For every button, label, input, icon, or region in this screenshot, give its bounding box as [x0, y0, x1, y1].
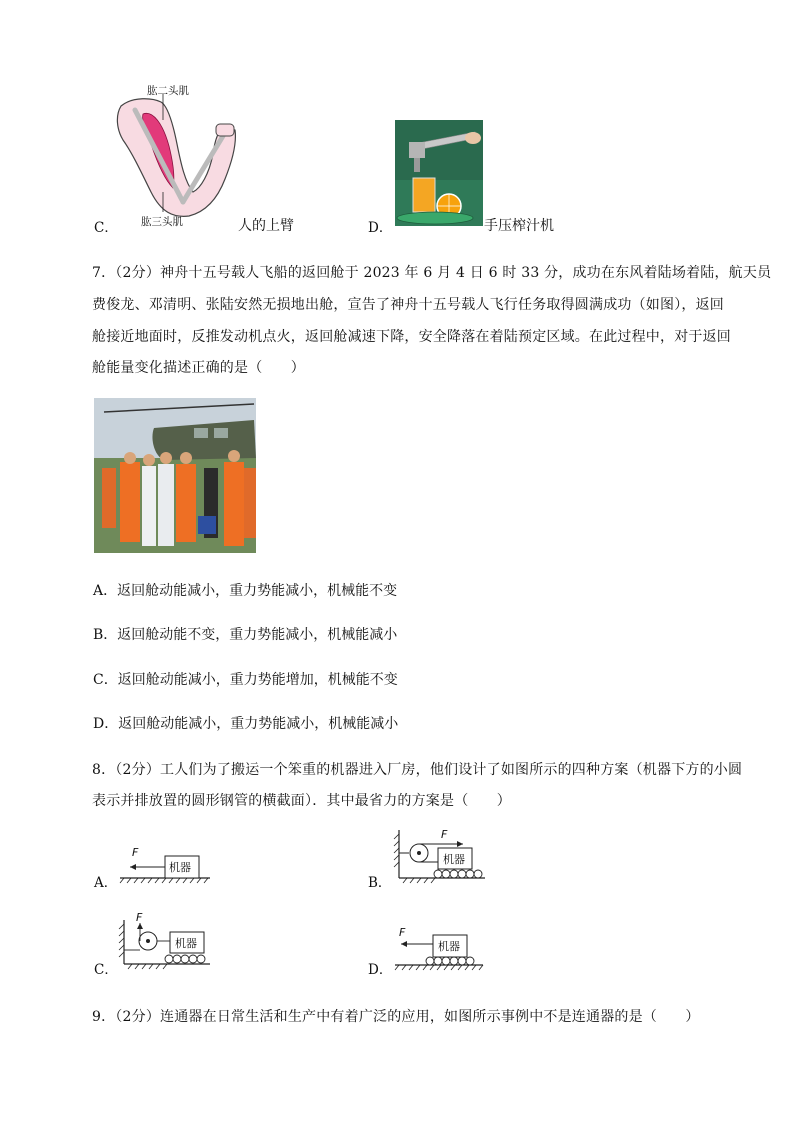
q8-option-a-letter[interactable]: A．	[94, 875, 118, 891]
q7-choice-d[interactable]: D．返回舱动能减小，重力势能减小，机械能减小	[93, 716, 399, 732]
q7-choice-c[interactable]: C．返回舱动能减小，重力势能增加，机械能不变	[93, 672, 398, 688]
q7-stem-line-2: 费俊龙、邓清明、张陆安然无损地出舱，宣告了神舟十五号载人飞行任务取得圆满成功（如图），返回	[92, 297, 724, 313]
q8-b-force-label: F	[441, 828, 448, 841]
q6-option-d-letter: D．	[368, 220, 393, 236]
q8-stem-line-1: 8．（2分）工人们为了搬运一个笨重的机器进入厂房，他们设计了如图所示的四种方案（机器下方的小圆	[92, 762, 743, 778]
q8-d-force-label: F	[399, 926, 406, 939]
q8-a-machine-label: 机器	[169, 861, 191, 874]
q9-stem-line-1: 9．（2分）连通器在日常生活和生产中有着广泛的应用，如图所示事例中不是连通器的是（ ）	[92, 1009, 700, 1025]
q6-option-d-caption: 手压榨汁机	[484, 218, 554, 234]
q8-diagram-a	[118, 842, 213, 886]
q6-option-c-caption: 人的上臂	[238, 218, 294, 234]
juicer-photo	[395, 120, 483, 226]
q8-c-machine-label: 机器	[175, 937, 197, 950]
upper-arm-illustration	[113, 84, 243, 229]
q7-choice-b[interactable]: B．返回舱动能不变，重力势能减小，机械能减小	[93, 627, 398, 643]
q8-diagram-c	[118, 910, 213, 972]
q8-option-b-letter[interactable]: B．	[368, 875, 392, 891]
q8-diagram-b	[393, 826, 488, 886]
q7-stem-line-4: 舱能量变化描述正确的是（ ）	[92, 360, 305, 376]
q6-option-c-letter: C．	[94, 220, 118, 236]
biceps-label: 肱二头肌	[147, 85, 189, 97]
q8-stem-line-2: 表示并排放置的圆形钢管的横截面）．其中最省力的方案是（ ）	[92, 793, 511, 809]
q8-diagram-d	[393, 925, 488, 973]
q8-c-force-label: F	[136, 911, 143, 924]
q8-a-force-label: F	[132, 846, 139, 859]
q8-option-c-letter[interactable]: C．	[94, 962, 118, 978]
q7-choice-a[interactable]: A．返回舱动能减小，重力势能减小，机械能不变	[93, 583, 398, 599]
q7-stem-line-1: 7．（2分）神舟十五号载人飞船的返回舱于 2023 年 6 月 4 日 6 时 33 分，成功在东风着陆场着陆，航天员	[92, 265, 772, 281]
q8-option-d-letter[interactable]: D．	[368, 962, 393, 978]
astronauts-photo	[94, 398, 256, 553]
q7-stem-line-3: 舱接近地面时，反推发动机点火，返回舱减速下降，安全降落在着陆预定区域。在此过程中，对于返回	[92, 329, 731, 345]
triceps-label: 肱三头肌	[141, 216, 183, 228]
q8-d-machine-label: 机器	[438, 940, 460, 953]
q8-b-machine-label: 机器	[443, 853, 465, 866]
